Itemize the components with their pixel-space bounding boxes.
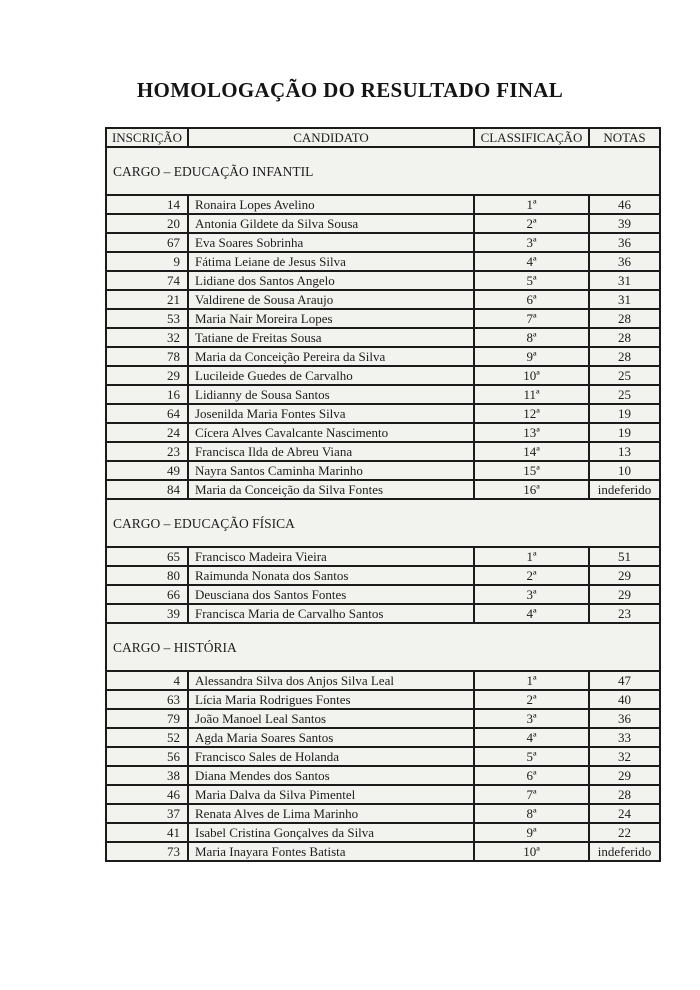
- inscricao-cell: 73: [106, 842, 188, 861]
- classificacao-cell: 3ª: [474, 709, 589, 728]
- inscricao-cell: 63: [106, 690, 188, 709]
- inscricao-cell: 32: [106, 328, 188, 347]
- notas-cell: 28: [589, 328, 660, 347]
- candidato-cell: Maria da Conceição Pereira da Silva: [188, 347, 474, 366]
- classificacao-cell: 15ª: [474, 461, 589, 480]
- candidato-cell: Maria Dalva da Silva Pimentel: [188, 785, 474, 804]
- candidato-cell: Isabel Cristina Gonçalves da Silva: [188, 823, 474, 842]
- notas-cell: 13: [589, 442, 660, 461]
- candidato-cell: Raimunda Nonata dos Santos: [188, 566, 474, 585]
- classificacao-cell: 2ª: [474, 214, 589, 233]
- table-row: [106, 785, 660, 804]
- inscricao-cell: 78: [106, 347, 188, 366]
- table-row: [106, 547, 660, 566]
- inscricao-cell: 67: [106, 233, 188, 252]
- classificacao-cell: 13ª: [474, 423, 589, 442]
- notas-cell: 36: [589, 233, 660, 252]
- column-header-classificacao: CLASSIFICAÇÃO: [474, 128, 589, 147]
- inscricao-cell: 23: [106, 442, 188, 461]
- notas-cell: 25: [589, 366, 660, 385]
- notas-cell: 10: [589, 461, 660, 480]
- table-row: [106, 309, 660, 328]
- notas-cell: indeferido: [589, 842, 660, 861]
- table-row: [106, 823, 660, 842]
- cargo-section-label: CARGO – EDUCAÇÃO INFANTIL: [106, 147, 660, 195]
- candidato-cell: Francisca Ilda de Abreu Viana: [188, 442, 474, 461]
- table-row: [106, 480, 660, 499]
- inscricao-cell: 20: [106, 214, 188, 233]
- classificacao-cell: 14ª: [474, 442, 589, 461]
- classificacao-cell: 7ª: [474, 309, 589, 328]
- candidato-cell: Fátima Leiane de Jesus Silva: [188, 252, 474, 271]
- inscricao-cell: 80: [106, 566, 188, 585]
- notas-cell: 22: [589, 823, 660, 842]
- table-row: [106, 690, 660, 709]
- classificacao-cell: 8ª: [474, 328, 589, 347]
- notas-cell: 31: [589, 290, 660, 309]
- table-row: [106, 442, 660, 461]
- classificacao-cell: 3ª: [474, 233, 589, 252]
- inscricao-cell: 49: [106, 461, 188, 480]
- notas-cell: 47: [589, 671, 660, 690]
- candidato-cell: Valdirene de Sousa Araujo: [188, 290, 474, 309]
- classificacao-cell: 4ª: [474, 728, 589, 747]
- notas-cell: 29: [589, 566, 660, 585]
- inscricao-cell: 74: [106, 271, 188, 290]
- inscricao-cell: 37: [106, 804, 188, 823]
- table-row: [106, 233, 660, 252]
- inscricao-cell: 52: [106, 728, 188, 747]
- candidato-cell: Agda Maria Soares Santos: [188, 728, 474, 747]
- cargo-section-label: CARGO – HISTÓRIA: [106, 623, 660, 671]
- notas-cell: 28: [589, 347, 660, 366]
- inscricao-cell: 66: [106, 585, 188, 604]
- column-header-candidato: CANDIDATO: [188, 128, 474, 147]
- notas-cell: 36: [589, 709, 660, 728]
- table-row: [106, 271, 660, 290]
- inscricao-cell: 4: [106, 671, 188, 690]
- candidato-cell: Lucileide Guedes de Carvalho: [188, 366, 474, 385]
- table-row: [106, 214, 660, 233]
- table-row: [106, 671, 660, 690]
- notas-cell: 32: [589, 747, 660, 766]
- candidato-cell: Maria Nair Moreira Lopes: [188, 309, 474, 328]
- table-row: [106, 766, 660, 785]
- cargo-section-row: [106, 147, 660, 195]
- candidato-cell: Ronaira Lopes Avelino: [188, 195, 474, 214]
- classificacao-cell: 1ª: [474, 195, 589, 214]
- column-header-notas: NOTAS: [589, 128, 660, 147]
- candidato-cell: Diana Mendes dos Santos: [188, 766, 474, 785]
- table-row: [106, 366, 660, 385]
- table-row: [106, 728, 660, 747]
- table-row: [106, 328, 660, 347]
- classificacao-cell: 4ª: [474, 604, 589, 623]
- inscricao-cell: 64: [106, 404, 188, 423]
- table-row: [106, 842, 660, 861]
- notas-cell: 39: [589, 214, 660, 233]
- table-row: [106, 347, 660, 366]
- candidato-cell: Josenilda Maria Fontes Silva: [188, 404, 474, 423]
- candidato-cell: Antonia Gildete da Silva Sousa: [188, 214, 474, 233]
- inscricao-cell: 38: [106, 766, 188, 785]
- classificacao-cell: 5ª: [474, 271, 589, 290]
- candidato-cell: Maria da Conceição da Silva Fontes: [188, 480, 474, 499]
- table-row: [106, 461, 660, 480]
- classificacao-cell: 9ª: [474, 823, 589, 842]
- classificacao-cell: 10ª: [474, 842, 589, 861]
- classificacao-cell: 8ª: [474, 804, 589, 823]
- results-table-body: [106, 147, 660, 861]
- candidato-cell: Deusciana dos Santos Fontes: [188, 585, 474, 604]
- cargo-section-label: CARGO – EDUCAÇÃO FÍSICA: [106, 499, 660, 547]
- candidato-cell: João Manoel Leal Santos: [188, 709, 474, 728]
- inscricao-cell: 65: [106, 547, 188, 566]
- inscricao-cell: 56: [106, 747, 188, 766]
- candidato-cell: Francisco Sales de Holanda: [188, 747, 474, 766]
- candidato-cell: Eva Soares Sobrinha: [188, 233, 474, 252]
- classificacao-cell: 4ª: [474, 252, 589, 271]
- classificacao-cell: 2ª: [474, 566, 589, 585]
- notas-cell: 31: [589, 271, 660, 290]
- inscricao-cell: 53: [106, 309, 188, 328]
- candidato-cell: Renata Alves de Lima Marinho: [188, 804, 474, 823]
- inscricao-cell: 79: [106, 709, 188, 728]
- cargo-section-row: [106, 623, 660, 671]
- notas-cell: 19: [589, 404, 660, 423]
- notas-cell: 40: [589, 690, 660, 709]
- classificacao-cell: 6ª: [474, 766, 589, 785]
- notas-cell: 23: [589, 604, 660, 623]
- inscricao-cell: 39: [106, 604, 188, 623]
- table-row: [106, 566, 660, 585]
- column-header-inscricao: INSCRIÇÃO: [106, 128, 188, 147]
- document-title: HOMOLOGAÇÃO DO RESULTADO FINAL: [136, 78, 564, 102]
- classificacao-cell: 16ª: [474, 480, 589, 499]
- inscricao-cell: 46: [106, 785, 188, 804]
- table-row: [106, 404, 660, 423]
- notas-cell: 33: [589, 728, 660, 747]
- classificacao-cell: 11ª: [474, 385, 589, 404]
- notas-cell: 36: [589, 252, 660, 271]
- inscricao-cell: 16: [106, 385, 188, 404]
- candidato-cell: Cícera Alves Cavalcante Nascimento: [188, 423, 474, 442]
- table-row: [106, 747, 660, 766]
- candidato-cell: Francisco Madeira Vieira: [188, 547, 474, 566]
- table-row: [106, 252, 660, 271]
- classificacao-cell: 5ª: [474, 747, 589, 766]
- inscricao-cell: 14: [106, 195, 188, 214]
- table-row: [106, 585, 660, 604]
- candidato-cell: Lidiane dos Santos Angelo: [188, 271, 474, 290]
- table-row: [106, 195, 660, 214]
- table-row: [106, 804, 660, 823]
- notas-cell: 29: [589, 585, 660, 604]
- candidato-cell: Francisca Maria de Carvalho Santos: [188, 604, 474, 623]
- notas-cell: 24: [589, 804, 660, 823]
- table-header-row: [106, 128, 660, 147]
- candidato-cell: Tatiane de Freitas Sousa: [188, 328, 474, 347]
- candidato-cell: Lidianny de Sousa Santos: [188, 385, 474, 404]
- cargo-section-row: [106, 499, 660, 547]
- notas-cell: 19: [589, 423, 660, 442]
- classificacao-cell: 10ª: [474, 366, 589, 385]
- table-row: [106, 604, 660, 623]
- notas-cell: indeferido: [589, 480, 660, 499]
- notas-cell: 46: [589, 195, 660, 214]
- inscricao-cell: 24: [106, 423, 188, 442]
- candidato-cell: Maria Inayara Fontes Batista: [188, 842, 474, 861]
- inscricao-cell: 84: [106, 480, 188, 499]
- candidato-cell: Lícia Maria Rodrigues Fontes: [188, 690, 474, 709]
- notas-cell: 25: [589, 385, 660, 404]
- notas-cell: 51: [589, 547, 660, 566]
- classificacao-cell: 1ª: [474, 671, 589, 690]
- classificacao-cell: 3ª: [474, 585, 589, 604]
- classificacao-cell: 12ª: [474, 404, 589, 423]
- candidato-cell: Alessandra Silva dos Anjos Silva Leal: [188, 671, 474, 690]
- notas-cell: 28: [589, 785, 660, 804]
- table-row: [106, 385, 660, 404]
- table-row: [106, 709, 660, 728]
- classificacao-cell: 7ª: [474, 785, 589, 804]
- table-row: [106, 423, 660, 442]
- candidato-cell: Nayra Santos Caminha Marinho: [188, 461, 474, 480]
- inscricao-cell: 21: [106, 290, 188, 309]
- inscricao-cell: 41: [106, 823, 188, 842]
- classificacao-cell: 1ª: [474, 547, 589, 566]
- notas-cell: 28: [589, 309, 660, 328]
- notas-cell: 29: [589, 766, 660, 785]
- inscricao-cell: 29: [106, 366, 188, 385]
- table-row: [106, 290, 660, 309]
- classificacao-cell: 2ª: [474, 690, 589, 709]
- inscricao-cell: 9: [106, 252, 188, 271]
- results-table: [105, 127, 661, 862]
- classificacao-cell: 6ª: [474, 290, 589, 309]
- classificacao-cell: 9ª: [474, 347, 589, 366]
